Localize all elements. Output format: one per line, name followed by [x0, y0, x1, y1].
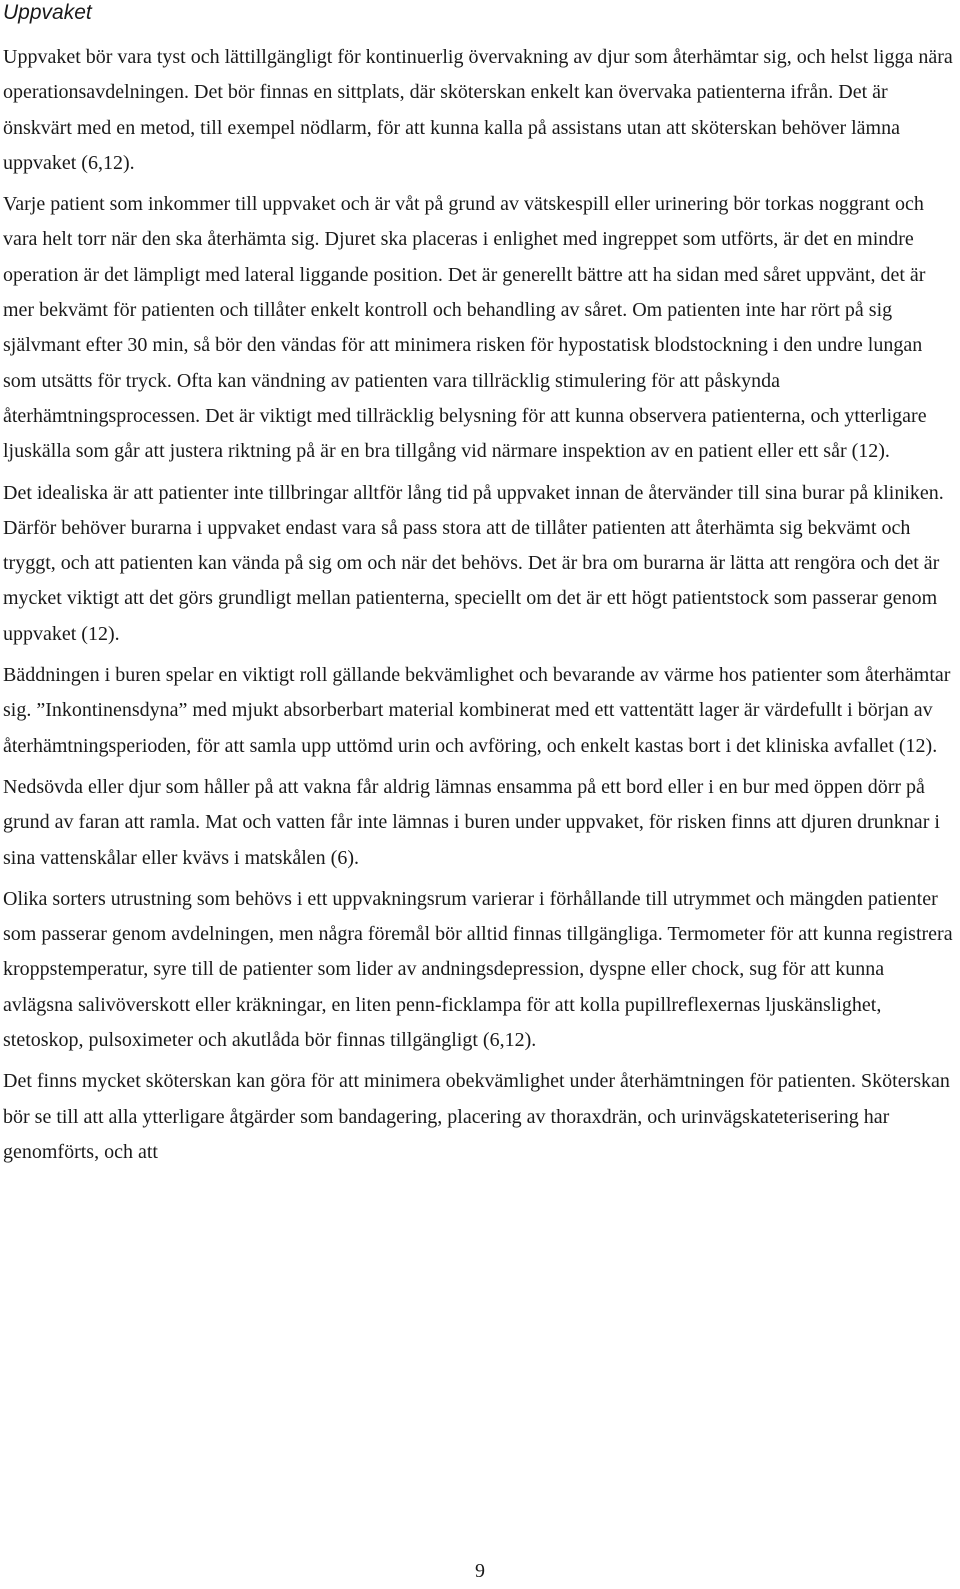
document-page [3, 0, 953, 1170]
section-heading: Uppvaket [3, 1, 92, 24]
paragraph: Det finns mycket sköterskan kan göra för att minimera obekvämlighet under återhämtningen för patienten. Sköterskan bör se till att alla ytterligare åtgärder som bandagering, placering av thoraxdrän, och urinvägskateterisering har genomförts, och att [3, 1070, 950, 1163]
paragraph: Olika sorters utrustning som behövs i ett uppvakningsrum varierar i förhållande till utrymmet och mängden patienter som passerar genom avdelningen, men några föremål bör alltid finnas tillgängliga. Termometer för att kunna registrera kroppstemperatur, syre till de patienter som lider av andningsdepression, dyspne eller chock, sug för att kunna avlägsna salivöverskott eller kräkningar, en liten penn-ficklampa för att kolla pupillreflexernas ljuskänslighet, stetoskop, pulsoximeter och akutlåda bör finnas tillgängligt (6,12). [3, 887, 953, 1052]
paragraph: Nedsövda eller djur som håller på att vakna får aldrig lämnas ensamma på ett bord eller i en bur med öppen dörr på grund av faran att ramla. Mat och vatten får inte lämnas i buren under uppvaket, för risken finns att djuren drunknar i sina vattenskålar eller kvävs i matskålen (6). [3, 775, 940, 869]
paragraph: Det idealiska är att patienter inte tillbringar alltför lång tid på uppvaket innan de återvänder till sina burar på kliniken. Därför behöver burarna i uppvaket endast vara så pass stora att de tillåter patienten att återhämta sig bekvämt och tryggt, och att patienten kan vända på sig om och när det behövs. Det är bra om burarna är lätta att rengöra och det är mycket viktigt att det görs grundligt mellan patienterna, speciellt om det är ett högt patientstock som passerar genom uppvaket (12). [3, 481, 944, 645]
page-number: 9 [475, 1560, 485, 1582]
paragraph: Uppvaket bör vara tyst och lättillgängligt för kontinuerlig övervakning av djur som återhämtar sig, och helst ligga nära operationsavdelningen. Det bör finnas en sittplats, där sköterskan enkelt kan övervaka patienterna ifrån. Det är önskvärt med en metod, till exempel nödlarm, för att kunna kalla på assistans utan att sköterskan behöver lämna uppvaket (6,12). [3, 46, 953, 174]
paragraph: Bäddningen i buren spelar en viktigt roll gällande bekvämlighet och bevarande av värme hos patienter som återhämtar sig. ”Inkontinensdyna” med mjukt absorberbart material kombinerat med ett vattentätt lager är värdefullt i början av återhämtningsperioden, för att samla upp uttömd urin och avföring, och enkelt kastas bort i det kliniska avfallet (12). [3, 664, 951, 757]
paragraph: Varje patient som inkommer till uppvaket och är våt på grund av vätskespill eller urinering bör torkas noggrant och vara helt torr när den ska återhämta sig. Djuret ska placeras i enlighet med ingreppet som utförts, är det en mindre operation är det lämpligt med lateral liggande position. Det är generellt bättre att ha sidan med såret uppvänt, det är mer bekvämt för patienten och tillåter enkelt kontroll och behandling av såret. Om patienten inte har rört på sig självmant efter 30 min, så bör den vändas för att minimera risken för hypostatisk blodstockning i den undre lungan som utsätts för tryck. Ofta kan vändning av patienten vara tillräcklig stimulering för att påskynda återhämtningsprocessen. Det är viktigt med tillräcklig belysning för att kunna observera patienterna, och ytterligare ljuskälla som går att justera riktning på är en bra tillgång vid närmare inspektion av en patient eller ett sår (12). [3, 193, 927, 463]
